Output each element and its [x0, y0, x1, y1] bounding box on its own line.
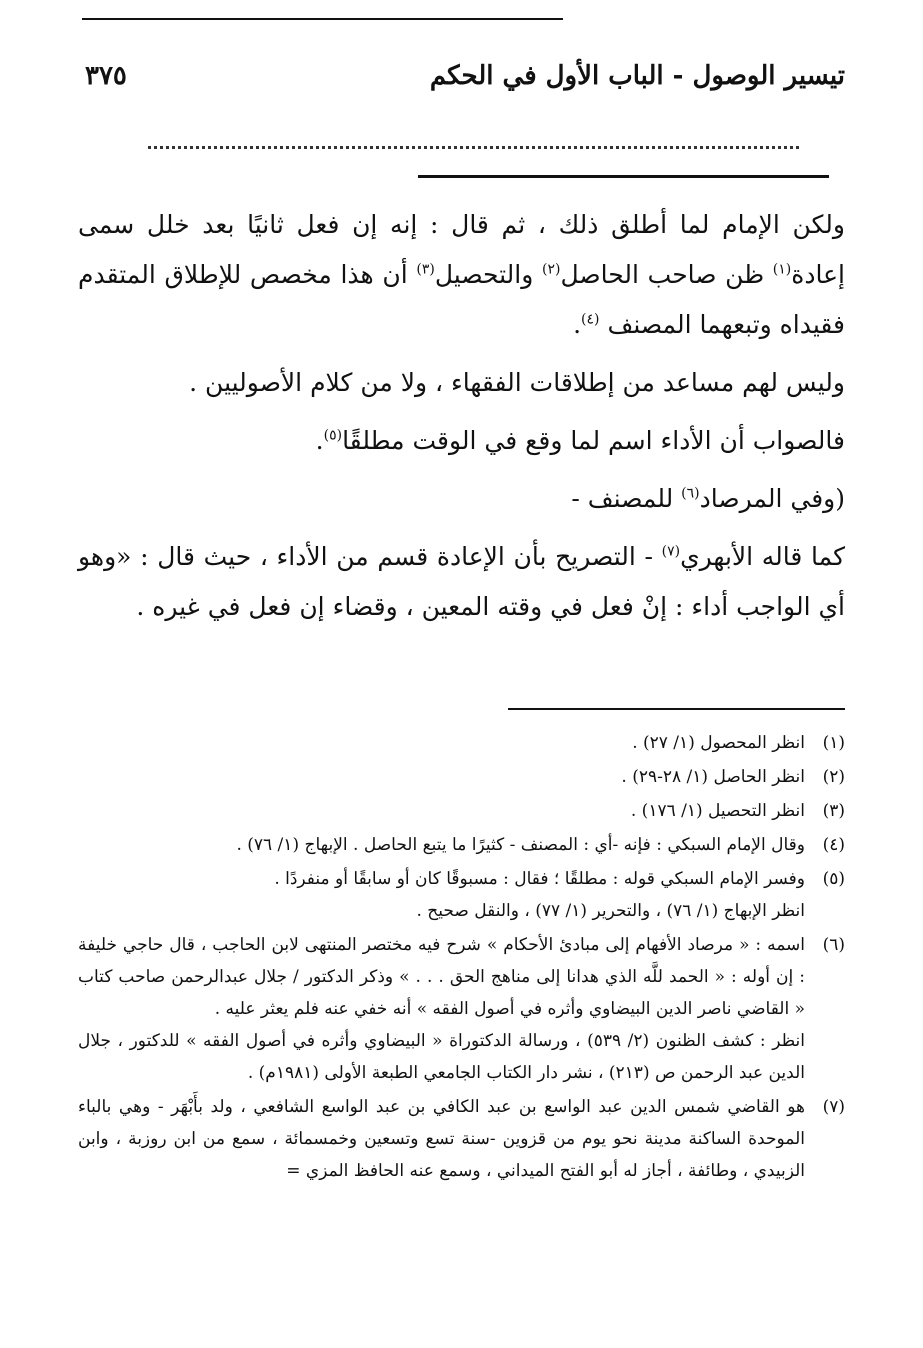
footnotes — [78, 727, 845, 1187]
footnote-2 — [78, 761, 845, 793]
footnote-text: انظر الحاصل (١/ ٢٨-٢٩) . — [621, 767, 805, 787]
footnote-text: انظر المحصول (١/ ٢٧) . — [632, 733, 805, 753]
footnote-ref-4[interactable]: (٤) — [581, 311, 600, 328]
footnote-ref-5[interactable]: (٥) — [323, 427, 343, 444]
page-number: ٣٧٥ — [85, 61, 127, 91]
running-header — [85, 58, 845, 94]
footnote-text: انظر التحصيل (١/ ١٧٦) . — [630, 801, 805, 821]
paragraph-5: كما قاله الأبهري$^{(٧)}$ - التصريح بأن الإعادة قسم من الأداء ، حيث قال : «وهو أي الواجب أداء : إنْ فعل في وقته المعين ، وقضاء إن فعل في غيره . — [78, 542, 845, 621]
paragraph-1: ولكن الإمام لما أطلق ذلك ، ثم قال : إنه إن فعل ثانيًا بعد خلل سمى إعادة$^{(١)}$ ظن صاحب الحاصل$^{(٢)}$ والتحصيل$^{(٣)}$ أن هذا مخصص للإطلاق المتقدم فقيداه وتبعهما المصنف $^{(٤)}$. — [78, 210, 845, 339]
footnote-number: (٤) — [822, 835, 845, 855]
footnote-number: (٧) — [822, 1097, 845, 1117]
footnote-7 — [78, 1091, 845, 1187]
header-title: تيسير الوصول - الباب الأول في الحكم — [429, 61, 845, 91]
footnote-text: وفسر الإمام السبكي قوله : مطلقًا ؛ فقال : مسبوقًا كان أو سابقًا أو منفردًا . — [274, 869, 805, 889]
footnote-ref-1[interactable]: (١) — [772, 261, 792, 278]
footnote-number: (١) — [822, 733, 845, 753]
footnote-ref-6[interactable]: (٦) — [681, 485, 700, 502]
header-rule — [82, 18, 563, 20]
footnote-number: (٥) — [822, 869, 845, 889]
section-rule — [418, 175, 829, 178]
footnote-number: (٣) — [822, 801, 845, 821]
footnote-continuation: انظر : كشف الظنون (٢/ ٥٣٩) ، ورسالة الدكتوراة « البيضاوي وأثره في أصول الفقه » للدكتور ، جلال الدين عبد الرحمن ص (٢١٣) ، نشر دار الكتاب الجامعي الطبعة الأولى (١٩٨١م) . — [78, 1031, 805, 1083]
footnote-6 — [78, 929, 845, 1089]
paragraph-2: وليس لهم مساعد من إطلاقات الفقهاء ، ولا من كلام الأصوليين . — [189, 368, 845, 397]
footnote-1 — [78, 727, 845, 759]
footnote-5 — [78, 863, 845, 927]
footnote-ref-2[interactable]: (٢) — [542, 261, 561, 278]
footnote-text: اسمه : « مرصاد الأفهام إلى مبادئ الأحكام » شرح فيه مختصر المنتهى لابن الحاجب ، قال حاجي خليفة : إن أوله : « الحمد للَّه الذي هدانا إلى مناهج الحق . . . » وذكر الدكتور / جلال عبدالرحمن صاحب كتاب « القاضي ناصر الدين البيضاوي وأثره في أصول الفقه » أنه خفي عنه فلم يعثر عليه . — [78, 935, 805, 1019]
footnote-ref-3[interactable]: (٣) — [416, 261, 435, 278]
footnote-number: (٢) — [822, 767, 845, 787]
paragraph-3: فالصواب أن الأداء اسم لما وقع في الوقت مطلقًا$^{(٥)}$. — [315, 426, 845, 455]
main-text — [78, 200, 845, 632]
footnote-continuation: انظر الإبهاج (١/ ٧٦) ، والتحرير (١/ ٧٧) ، والنقل صحيح . — [416, 901, 805, 921]
footnote-ref-7[interactable]: (٧) — [661, 543, 681, 560]
dotted-separator — [148, 146, 799, 149]
footnote-4 — [78, 829, 845, 861]
footnote-number: (٦) — [822, 935, 845, 955]
footnote-3 — [78, 795, 845, 827]
footnote-text: هو القاضي شمس الدين عبد الواسع بن عبد الكافي بن عبد الواسع الشافعي ، ولد بأَبْهَر - وهي بالباء الموحدة الساكنة مدينة نحو يوم من قزوين -سنة تسع وتسعين وخمسمائة ، سمع من ابن روزبة ، وابن الزبيدي ، وطائفة ، أجاز له أبو الفتح الميداني ، وسمع عنه الحافظ المزي = — [78, 1097, 805, 1181]
footnote-text: وقال الإمام السبكي : فإنه -أي : المصنف - كثيرًا ما يتبع الحاصل . الإبهاج (١/ ٧٦) . — [236, 835, 805, 855]
paragraph-4: (وفي المرصاد$^{(٦)}$ للمصنف - — [571, 484, 845, 513]
footnote-rule — [508, 708, 845, 710]
